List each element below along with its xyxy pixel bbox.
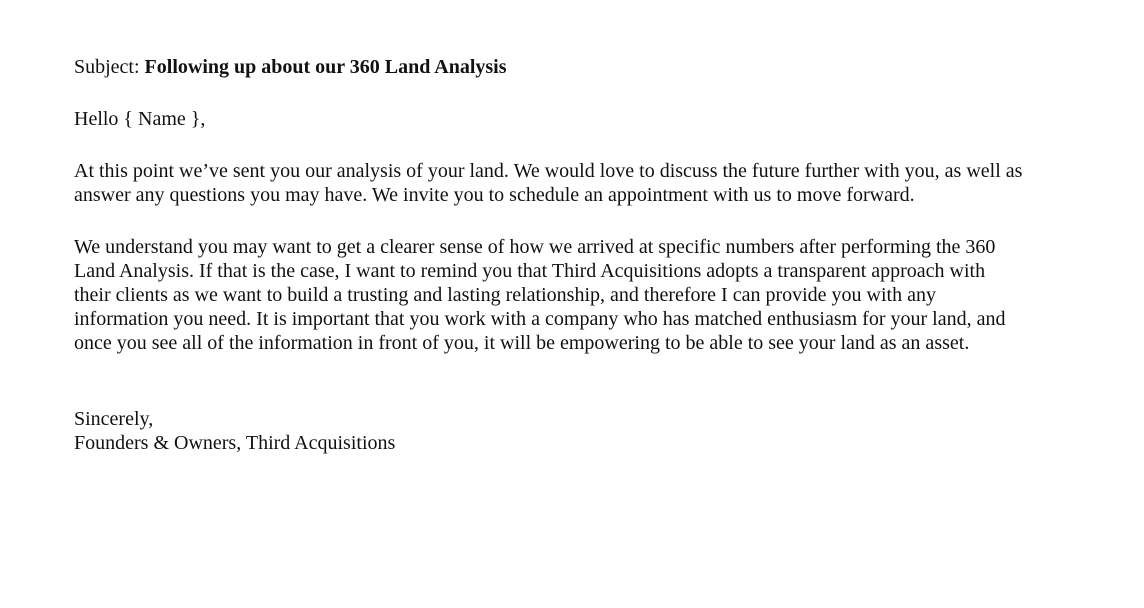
subject-label: Subject: [74, 56, 140, 78]
closing: Sincerely, [74, 408, 154, 430]
subject-value: Following up about our 360 Land Analysis [144, 56, 507, 78]
body-paragraph-1: At this point we’ve sent you our analysis of your land. We would love to discuss the future further with you, as well as answer any questions you may have. We invite you to schedule an appointment with us to move forward. [74, 160, 1023, 206]
signature: Founders & Owners, Third Acquisitions [74, 432, 396, 454]
body-paragraph-2: We understand you may want to get a clearer sense of how we arrived at specific numbers after performing the 360 Land Analysis. If that is the case, I want to remind you that Third Acquisitions adopts a transparent approach with their clients as we want to build a trusting and lasting relationship, and therefore I can provide you with any information you need. It is important that you work with a company who has matched enthusiasm for your land, and once you see all of the information in front of you, it will be empowering to be able to see your land as an asset. [74, 236, 1006, 354]
greeting: Hello { Name }, [74, 108, 206, 130]
email-document [74, 55, 1024, 455]
subject-line [74, 55, 1024, 79]
